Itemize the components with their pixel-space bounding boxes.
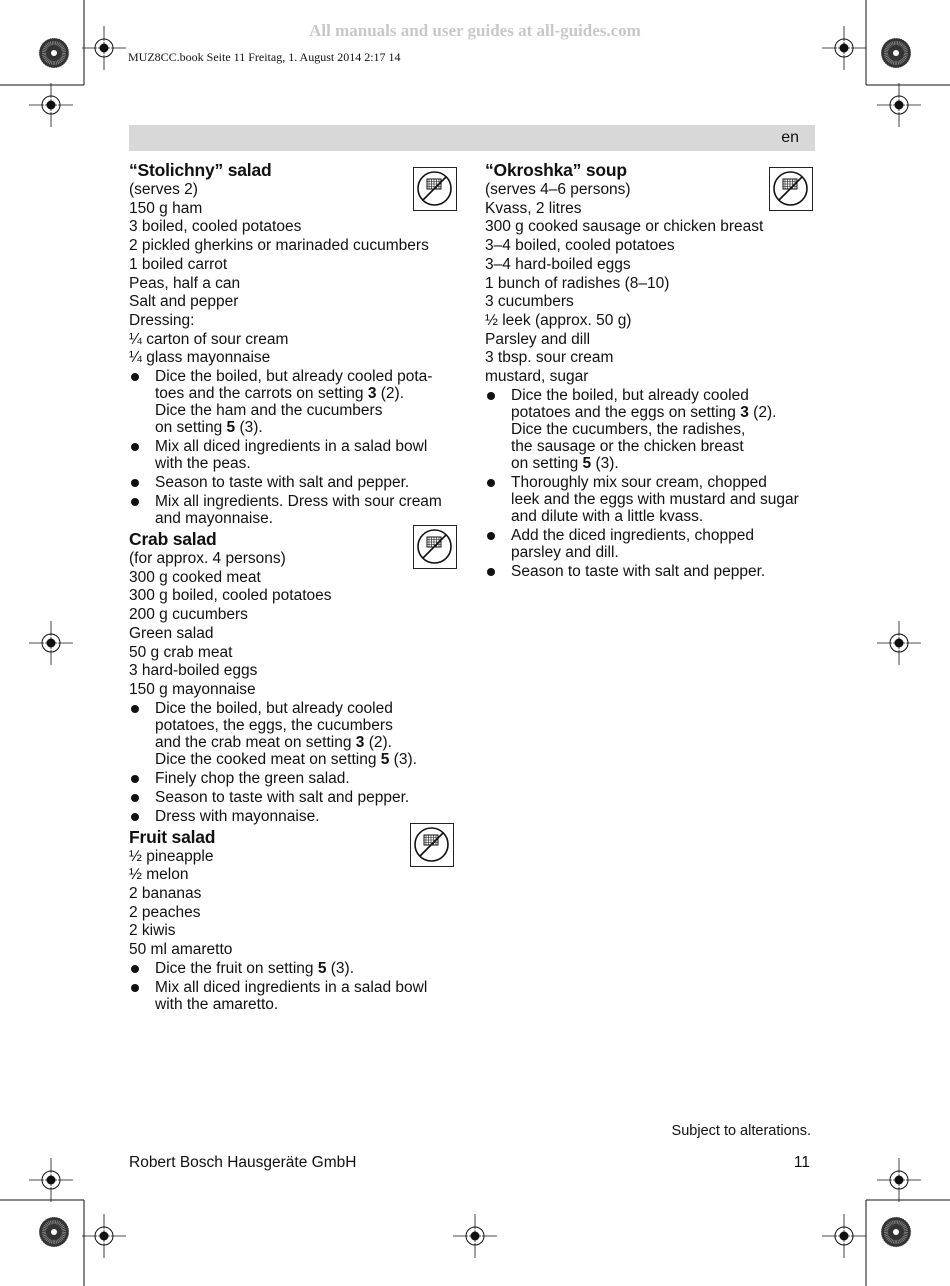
step-line: potatoes, the eggs, the cucumbers (155, 716, 393, 734)
step-line: Thoroughly mix sour cream, chopped (511, 473, 767, 491)
ingredient: 3–4 boiled, cooled potatoes (485, 237, 675, 255)
ingredient: 50 g crab meat (129, 643, 233, 661)
setting-number: 5 (226, 419, 236, 437)
crosshair-mark (822, 1214, 866, 1258)
ingredient: 1 boiled carrot (129, 255, 228, 273)
ingredient: Kvass, 2 litres (485, 199, 582, 217)
ingredient: ¼ glass mayonnaise (129, 349, 271, 367)
page-number: 11 (793, 1154, 810, 1171)
step-line: Season to taste with salt and pepper. (155, 788, 410, 806)
recipe-title: Crab salad (129, 529, 217, 550)
step-line: Mix all diced ingredients in a salad bowl (155, 978, 428, 996)
step (129, 979, 469, 1013)
crosshair-mark (877, 621, 921, 665)
right-column (485, 160, 825, 582)
ingredient: 50 ml amaretto (129, 941, 233, 959)
ingredient: 2 bananas (129, 885, 202, 903)
starburst-mark (881, 38, 911, 68)
ingredient: 150 g mayonnaise (129, 680, 256, 698)
recipe-title: “Okroshka” soup (485, 160, 627, 180)
ingredient: 2 peaches (129, 903, 201, 921)
crosshair-mark (29, 1158, 73, 1202)
step-line: Dice the boiled, but already cooled (511, 386, 749, 404)
ingredient: 3–4 hard-boiled eggs (485, 255, 631, 273)
starburst-mark (39, 38, 69, 68)
crosshair-mark (877, 83, 921, 127)
ingredient: 3 cucumbers (485, 293, 574, 311)
ingredient: 300 g boiled, cooled potatoes (129, 587, 332, 605)
step-line: potatoes and the eggs on setting 3 (2). (511, 403, 777, 421)
recipe-steps (129, 368, 469, 527)
step-line: Dice the cooked meat on setting 5 (3). (155, 750, 417, 768)
step (129, 770, 469, 787)
ingredient: ½ pineapple (129, 847, 214, 865)
crosshair-mark (453, 1214, 497, 1258)
ingredient: mustard, sugar (485, 368, 589, 386)
ingredient: Green salad (129, 624, 214, 642)
step (129, 474, 469, 491)
step-line: parsley and dill. (511, 543, 619, 561)
crosshair-mark (82, 1214, 126, 1258)
step-line: and dilute with a little kvass. (511, 507, 704, 525)
ingredient: 3 boiled, cooled potatoes (129, 218, 302, 236)
step-line: Dice the boiled, but already cooled (155, 699, 393, 717)
step-line: toes and the carrots on setting 3 (2). (155, 385, 405, 403)
step (485, 527, 825, 561)
step-line: and the crab meat on setting 3 (2). (155, 733, 392, 751)
setting-number: 3 (367, 385, 377, 403)
step-line: Finely chop the green salad. (155, 769, 350, 787)
crosshair-mark (29, 83, 73, 127)
recipe-stolichny-salad (129, 160, 469, 527)
ingredient: ¼ carton of sour cream (129, 330, 289, 348)
ingredient: (serves 4–6 persons) (485, 181, 631, 198)
language-code: en (781, 129, 799, 146)
setting-number: 3 (740, 403, 749, 421)
footer-company: Robert Bosch Hausgeräte GmbH (129, 1154, 357, 1171)
starburst-mark (39, 1217, 69, 1247)
step (129, 700, 469, 768)
ingredient: ½ melon (129, 866, 189, 884)
ingredient: (serves 2) (129, 181, 198, 198)
step-line: on setting 5 (3). (155, 419, 263, 437)
left-column (129, 160, 469, 1015)
setting-number: 5 (317, 959, 327, 977)
ingredient: 300 g cooked meat (129, 568, 261, 586)
no-dishwasher-grater-disc-icon (410, 823, 454, 867)
setting-number: 5 (380, 750, 390, 768)
ingredient: Dressing: (129, 311, 195, 329)
step-line: Season to taste with salt and pepper. (511, 562, 766, 580)
ingredient: 1 bunch of radishes (8–10) (485, 274, 670, 292)
recipe-fruit-salad (129, 827, 469, 1013)
step-line: Mix all diced ingredients in a salad bowl (155, 438, 428, 456)
step-line: Season to taste with salt and pepper. (155, 474, 410, 492)
step-line: Mix all ingredients. Dress with sour cream (155, 493, 442, 511)
step (485, 474, 825, 525)
setting-number: 3 (355, 733, 365, 751)
no-dishwasher-grater-disc-icon (769, 167, 813, 211)
watermark: All manuals and user guides at all-guides.com (309, 21, 641, 40)
setting-number: 5 (582, 454, 592, 472)
recipe-steps (485, 387, 825, 580)
step-line: on setting 5 (3). (511, 454, 619, 472)
step-line: Dice the ham and the cucumbers (155, 402, 383, 420)
recipe-steps (129, 960, 469, 1013)
ingredient: 3 tbsp. sour cream (485, 349, 614, 367)
step-line: leek and the eggs with mustard and sugar (511, 490, 799, 508)
footer-note: Subject to alterations. (671, 1123, 811, 1139)
step (129, 960, 469, 977)
ingredient: ½ leek (approx. 50 g) (485, 311, 632, 329)
step (129, 368, 469, 436)
ingredient: 2 pickled gherkins or marinaded cucumbers (129, 237, 429, 255)
crosshair-mark (877, 1158, 921, 1202)
recipe-steps (129, 700, 469, 825)
step (129, 493, 469, 527)
book-file-line: MUZ8CC.book Seite 11 Freitag, 1. August 2014 2:17 14 (128, 50, 401, 64)
step (485, 387, 825, 472)
recipe-okroshka-soup (485, 160, 825, 580)
starburst-mark (881, 1217, 911, 1247)
recipe-crab-salad (129, 529, 469, 825)
ingredient: Peas, half a can (129, 274, 241, 292)
ingredient: Salt and pepper (129, 293, 239, 311)
step (129, 438, 469, 472)
step (485, 563, 825, 580)
language-bar (129, 125, 815, 151)
ingredient: 2 kiwis (129, 922, 176, 940)
step-line: Dice the cucumbers, the radishes, (511, 420, 746, 438)
ingredient: 300 g cooked sausage or chicken breast (485, 218, 764, 236)
recipe-title: Fruit salad (129, 826, 216, 847)
step-line: with the peas. (155, 455, 251, 473)
no-dishwasher-grater-disc-icon (413, 167, 457, 211)
step-line: and mayonnaise. (155, 510, 274, 528)
ingredient: 3 hard-boiled eggs (129, 662, 258, 680)
step-line: the sausage or the chicken breast (511, 437, 744, 455)
step-line: Add the diced ingredients, chopped (511, 526, 755, 544)
step-line: Dress with mayonnaise. (155, 807, 320, 825)
recipe-title: “Stolichny” salad (129, 160, 272, 180)
no-dishwasher-grater-disc-icon (413, 525, 457, 569)
step-line: Dice the boiled, but already cooled pota- (155, 368, 433, 386)
ingredient: Parsley and dill (485, 330, 591, 348)
step-line: with the amaretto. (155, 995, 279, 1013)
crosshair-mark (29, 621, 73, 665)
ingredient: (for approx. 4 persons) (129, 550, 286, 568)
step-line: Dice the fruit on setting 5 (3). (155, 959, 355, 977)
ingredient: 150 g ham (129, 199, 203, 217)
step (129, 789, 469, 806)
ingredient: 200 g cucumbers (129, 606, 248, 624)
